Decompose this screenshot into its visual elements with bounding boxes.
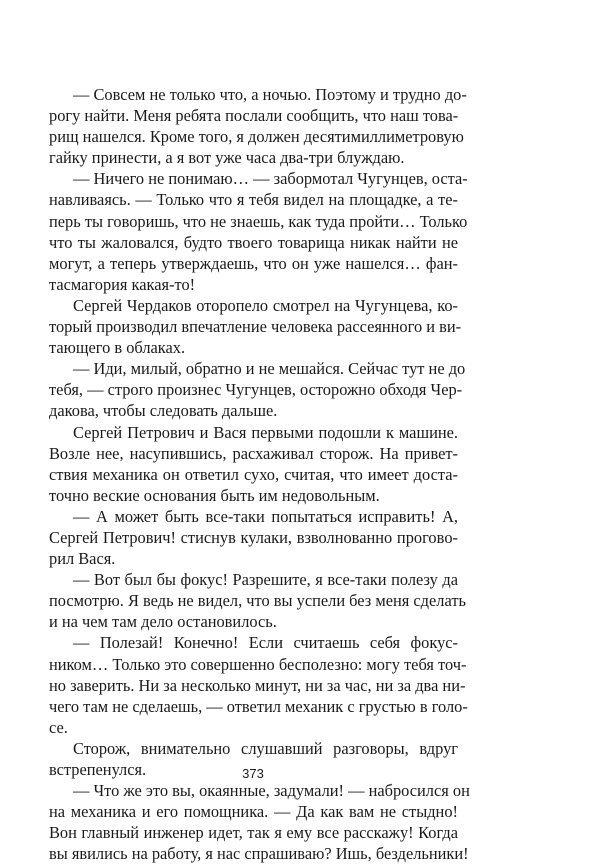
- text-line: Сергей Петрович! стиснув кулаки, взволнованно проговo-: [49, 527, 458, 547]
- text-line: Вон главный инженер идет, так я ему все расскажу! Когда: [49, 823, 458, 843]
- paragraph: [49, 506, 458, 569]
- text-line: посмотрю. Я ведь не видел, что вы успели без меня сделать: [49, 591, 466, 611]
- text-line: встрепенулся.: [49, 760, 147, 779]
- text-line: — А может быть все-таки попытаться исправить! А,: [73, 506, 458, 526]
- text-line: тасмагория какая-то!: [49, 274, 196, 294]
- text-line: на механика и его помощника. — Да как вам не стыдно!: [49, 802, 458, 822]
- text-line: рищ нашелся. Кроме того, я должен десятимиллиметровую: [49, 127, 464, 147]
- text-line: — Вот был бы фокус! Разрешите, я все-таки полезу да: [73, 570, 458, 590]
- text-line: точно веские основания быть им недовольным.: [49, 485, 380, 505]
- paragraph: [49, 569, 466, 632]
- text-line: вы явились на работу, я нас спрашиваю? Ишь, бездельники!: [49, 844, 469, 864]
- text-line: Сторож, внимательно слушавший разговоры, вдруг: [73, 738, 458, 758]
- paragraph: [49, 780, 470, 864]
- text-line: ствия механика он ответил сухо, считая, что имеет доста-: [49, 464, 458, 484]
- text-line: перь ты говоришь, что не знаешь, как туда пройти… Только: [49, 211, 468, 231]
- text-line: и на чем там дело остановилось.: [49, 612, 277, 632]
- book-page-text: [49, 84, 470, 864]
- paragraph: [49, 632, 468, 737]
- text-line: тебя, — строго произнес Чугунцев, осторожно обходя Чер-: [49, 380, 463, 400]
- text-line: дакова, чтобы следовать дальше.: [49, 401, 278, 421]
- text-line: ником… Только это совершенно бесполезно: могу тебя точ-: [49, 654, 467, 674]
- text-line: — Что же это вы, окаянные, задумали! — набросился он: [73, 781, 470, 801]
- paragraph: [49, 295, 462, 358]
- text-line: навливаясь. — Только что я тебя видел на площадке, а те-: [49, 190, 458, 210]
- paragraph: [49, 84, 467, 168]
- paragraph: [49, 358, 466, 421]
- text-line: рил Вася.: [49, 549, 116, 569]
- text-line: Сергей Петрович и Вася первыми подошли к машине.: [73, 422, 458, 442]
- text-line: торый производил впечатление человека рассеянного и ви-: [49, 317, 462, 337]
- paragraph: [49, 422, 458, 506]
- text-line: се.: [49, 717, 68, 737]
- text-line: — Иди, милый, обратно и не мешайся. Сейчас тут не до: [73, 359, 466, 379]
- text-line: — Совсем не только что, а ночью. Поэтому и трудно до-: [73, 85, 467, 104]
- page-number: 373: [242, 766, 264, 781]
- text-line: Возле нее, насупившись, расхаживал сторож. На привет-: [49, 443, 458, 463]
- text-line: гайку принести, а я вот уже часа два-три блуждаю.: [49, 148, 405, 168]
- text-line: но заверить. Ни за несколько минут, ни за час, ни за два ни-: [49, 675, 466, 695]
- text-line: могут, а теперь утверждаешь, что он уже нашелся… фан-: [49, 253, 458, 273]
- text-line: что ты жаловался, будто твоего товарища никак найти не: [49, 232, 458, 252]
- text-line: — Полезай! Конечно! Если считаешь себя фокус-: [73, 633, 458, 653]
- text-line: рогу найти. Меня ребята послали сообщить, что наш това-: [49, 106, 459, 126]
- paragraph: [49, 168, 468, 295]
- text-line: чего там не сделаешь, — ответил механик с грустью в голо-: [49, 696, 468, 716]
- text-line: Сергей Чердаков оторопело смотрел на Чугунцева, ко-: [73, 295, 458, 315]
- text-line: — Ничего не понимаю… — забормотал Чугунцев, оста-: [73, 169, 468, 189]
- text-line: тающего в облаках.: [49, 338, 186, 358]
